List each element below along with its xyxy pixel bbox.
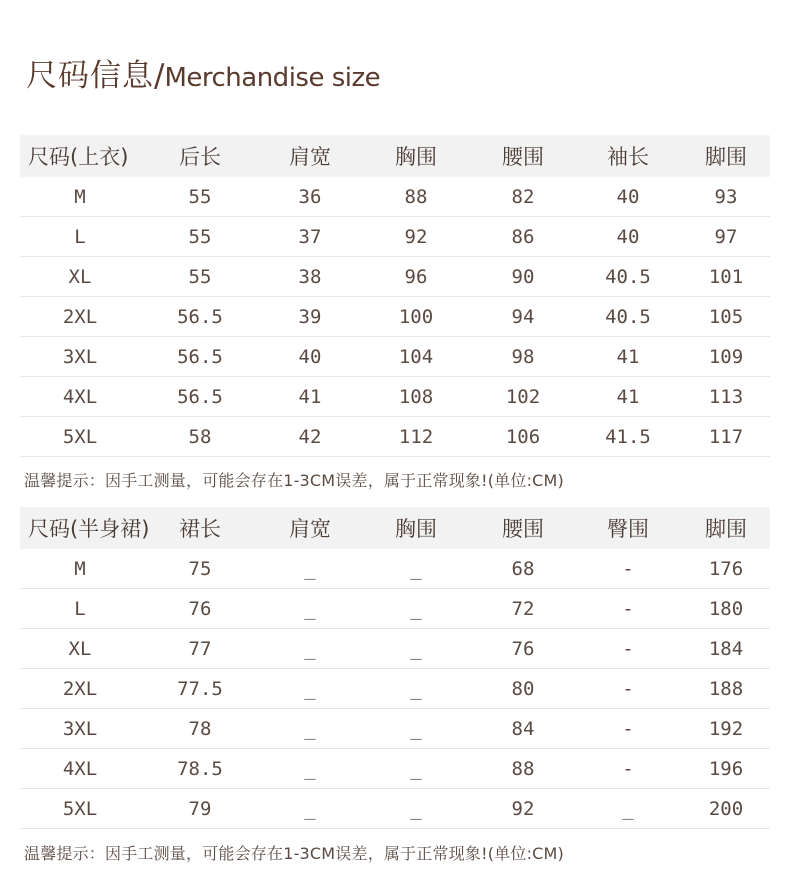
table-header-row	[20, 135, 770, 177]
size-cell: XL	[20, 257, 140, 297]
measurement-cell: 58	[140, 417, 260, 457]
header-cell: 尺码(上衣)	[20, 135, 140, 177]
top-table-body	[20, 177, 770, 457]
header-cell: 后长	[140, 135, 260, 177]
bottom-table-body	[20, 549, 770, 829]
table-row	[20, 749, 770, 789]
measurement-cell: 55	[140, 177, 260, 217]
measurement-cell: 98	[472, 337, 574, 377]
page-title	[26, 50, 380, 95]
size-cell: 4XL	[20, 377, 140, 417]
measurement-cell: -	[574, 669, 682, 709]
measurement-cell: 184	[682, 629, 770, 669]
size-cell: L	[20, 589, 140, 629]
page-title-en: Merchandise size	[164, 63, 381, 93]
size-cell: 3XL	[20, 337, 140, 377]
measurement-cell: 82	[472, 177, 574, 217]
page-title-slash: /	[154, 58, 165, 94]
measurement-cell: 117	[682, 417, 770, 457]
measurement-cell: 56.5	[140, 377, 260, 417]
size-cell: XL	[20, 629, 140, 669]
measurement-cell: 40	[260, 337, 360, 377]
measurement-cell: 68	[472, 549, 574, 589]
measurement-cell: 40	[574, 217, 682, 257]
measurement-cell: 196	[682, 749, 770, 789]
measurement-cell: 72	[472, 589, 574, 629]
measurement-cell: 93	[682, 177, 770, 217]
bottom-size-table	[20, 507, 770, 829]
measurement-cell: 42	[260, 417, 360, 457]
measurement-cell: _	[260, 709, 360, 749]
size-cell: M	[20, 549, 140, 589]
measurement-cell: 102	[472, 377, 574, 417]
measurement-cell: 92	[472, 789, 574, 829]
measurement-cell: 104	[360, 337, 472, 377]
measurement-cell: _	[360, 789, 472, 829]
measurement-cell: 106	[472, 417, 574, 457]
table-row	[20, 629, 770, 669]
header-cell: 肩宽	[260, 507, 360, 549]
measurement-cell: 79	[140, 789, 260, 829]
table-row	[20, 337, 770, 377]
measurement-cell: 39	[260, 297, 360, 337]
measurement-cell: 200	[682, 789, 770, 829]
header-cell: 脚围	[682, 507, 770, 549]
measurement-cell: 78.5	[140, 749, 260, 789]
measurement-cell: 76	[472, 629, 574, 669]
table-row	[20, 789, 770, 829]
table-row	[20, 709, 770, 749]
measurement-cell: 41.5	[574, 417, 682, 457]
header-cell: 肩宽	[260, 135, 360, 177]
measurement-cell: _	[260, 749, 360, 789]
measurement-cell: 78	[140, 709, 260, 749]
measurement-cell: 41	[260, 377, 360, 417]
table-row	[20, 589, 770, 629]
size-cell: 2XL	[20, 297, 140, 337]
measurement-cell: 192	[682, 709, 770, 749]
top-size-table	[20, 135, 770, 457]
measurement-cell: 55	[140, 257, 260, 297]
measurement-cell: _	[360, 629, 472, 669]
measurement-cell: 113	[682, 377, 770, 417]
measurement-cell: 101	[682, 257, 770, 297]
measurement-cell: _	[360, 549, 472, 589]
measurement-cell: _	[360, 749, 472, 789]
measurement-cell: _	[260, 669, 360, 709]
measurement-cell: 55	[140, 217, 260, 257]
table-row	[20, 549, 770, 589]
measurement-cell: 88	[360, 177, 472, 217]
measurement-cell: -	[574, 549, 682, 589]
table-row	[20, 377, 770, 417]
measurement-cell: 84	[472, 709, 574, 749]
measurement-cell: _	[360, 709, 472, 749]
table-row	[20, 297, 770, 337]
size-cell: 5XL	[20, 417, 140, 457]
size-cell: 3XL	[20, 709, 140, 749]
header-cell: 袖长	[574, 135, 682, 177]
measurement-cell: 94	[472, 297, 574, 337]
measurement-cell: _	[360, 669, 472, 709]
header-cell: 臀围	[574, 507, 682, 549]
measurement-cell: -	[574, 589, 682, 629]
size-cell: 2XL	[20, 669, 140, 709]
page-title-cn: 尺码信息	[26, 58, 154, 94]
measurement-cell: _	[360, 589, 472, 629]
table-row	[20, 417, 770, 457]
measurement-cell: 40.5	[574, 257, 682, 297]
measurement-cell: -	[574, 749, 682, 789]
measurement-cell: 176	[682, 549, 770, 589]
measurement-cell: 105	[682, 297, 770, 337]
measurement-note: 温馨提示：因手工测量，可能会存在1-3CM误差，属于正常现象!(单位:CM)	[24, 844, 564, 863]
size-cell: 5XL	[20, 789, 140, 829]
header-cell: 裙长	[140, 507, 260, 549]
measurement-cell: 97	[682, 217, 770, 257]
table-row	[20, 257, 770, 297]
header-cell: 腰围	[472, 135, 574, 177]
header-cell: 胸围	[360, 135, 472, 177]
header-cell: 腰围	[472, 507, 574, 549]
size-cell: 4XL	[20, 749, 140, 789]
measurement-cell: _	[260, 789, 360, 829]
measurement-cell: 109	[682, 337, 770, 377]
measurement-cell: 41	[574, 377, 682, 417]
measurement-cell: 92	[360, 217, 472, 257]
measurement-cell: 180	[682, 589, 770, 629]
measurement-cell: 86	[472, 217, 574, 257]
measurement-cell: 56.5	[140, 337, 260, 377]
header-cell: 尺码(半身裙)	[20, 507, 140, 549]
measurement-cell: -	[574, 629, 682, 669]
size-cell: M	[20, 177, 140, 217]
table-row	[20, 669, 770, 709]
measurement-cell: 40	[574, 177, 682, 217]
measurement-cell: 36	[260, 177, 360, 217]
measurement-cell: 112	[360, 417, 472, 457]
measurement-cell: _	[260, 589, 360, 629]
measurement-cell: 40.5	[574, 297, 682, 337]
measurement-cell: 90	[472, 257, 574, 297]
measurement-cell: _	[574, 789, 682, 829]
measurement-cell: 96	[360, 257, 472, 297]
size-cell: L	[20, 217, 140, 257]
measurement-cell: _	[260, 629, 360, 669]
measurement-cell: 100	[360, 297, 472, 337]
measurement-cell: -	[574, 709, 682, 749]
measurement-cell: 75	[140, 549, 260, 589]
measurement-cell: 76	[140, 589, 260, 629]
measurement-cell: 38	[260, 257, 360, 297]
header-cell: 胸围	[360, 507, 472, 549]
table-row	[20, 177, 770, 217]
measurement-cell: 41	[574, 337, 682, 377]
measurement-cell: 88	[472, 749, 574, 789]
measurement-note: 温馨提示：因手工测量，可能会存在1-3CM误差，属于正常现象!(单位:CM)	[24, 471, 564, 490]
measurement-cell: 80	[472, 669, 574, 709]
measurement-cell: 108	[360, 377, 472, 417]
header-cell: 脚围	[682, 135, 770, 177]
table-header-row	[20, 507, 770, 549]
measurement-cell: 77	[140, 629, 260, 669]
table-row	[20, 217, 770, 257]
measurement-cell: 37	[260, 217, 360, 257]
measurement-cell: 188	[682, 669, 770, 709]
measurement-cell: 56.5	[140, 297, 260, 337]
measurement-cell: _	[260, 549, 360, 589]
measurement-cell: 77.5	[140, 669, 260, 709]
